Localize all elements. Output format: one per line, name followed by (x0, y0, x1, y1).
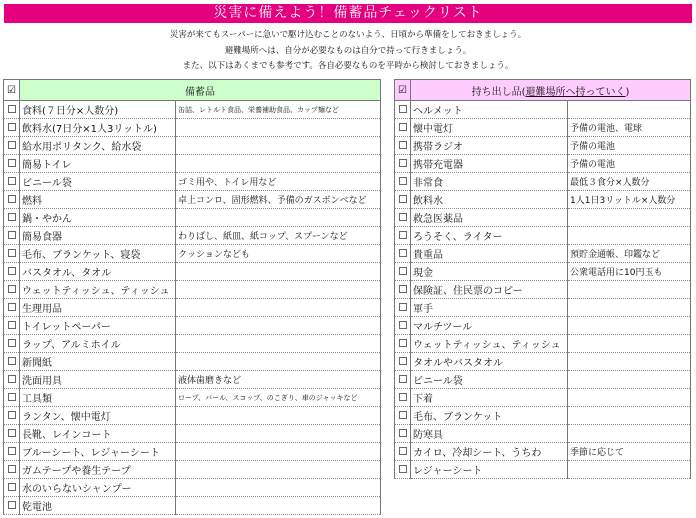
checkbox[interactable] (8, 213, 16, 221)
checkbox-cell (395, 335, 411, 353)
table-row (4, 263, 381, 281)
item-name: トイレットペーパー (20, 317, 176, 335)
item-note (176, 479, 381, 497)
checkbox[interactable] (399, 231, 407, 239)
item-note: 缶詰、レトルト食品、栄養補助食品、カップ麺など (176, 101, 381, 119)
table-row (395, 263, 691, 281)
checkbox[interactable] (8, 285, 16, 293)
item-name: 救急医薬品 (411, 209, 568, 227)
checkbox[interactable] (399, 267, 407, 275)
checkbox[interactable] (399, 141, 407, 149)
item-note (176, 209, 381, 227)
item-note (176, 137, 381, 155)
stockpile-list (4, 101, 381, 515)
table-row (4, 389, 381, 407)
item-name: ビニール袋 (20, 173, 176, 191)
item-note (176, 353, 381, 371)
item-name: 携帯充電器 (411, 155, 568, 173)
item-note: 液体歯磨きなど (176, 371, 381, 389)
checkbox[interactable] (8, 267, 16, 275)
stockpile-table (3, 79, 381, 515)
table-row (395, 353, 691, 371)
table-row (4, 461, 381, 479)
carryout-list (395, 101, 691, 479)
checkbox[interactable] (399, 465, 407, 473)
item-note (568, 335, 691, 353)
checkbox-cell (395, 407, 411, 425)
item-note (176, 407, 381, 425)
check-column-header: ☑ (395, 80, 411, 101)
item-note: ゴミ用や、トイレ用など (176, 173, 381, 191)
checkbox-cell (4, 119, 20, 137)
item-note: 1人1日3リットル×人数分 (568, 191, 691, 209)
checkbox[interactable] (8, 483, 16, 491)
carryout-header (411, 80, 691, 101)
checkbox[interactable] (8, 447, 16, 455)
item-name: 貴重品 (411, 245, 568, 263)
checkbox[interactable] (8, 429, 16, 437)
item-name: 洗面用具 (20, 371, 176, 389)
checkbox[interactable] (399, 411, 407, 419)
checkbox-cell (4, 479, 20, 497)
checkbox[interactable] (399, 339, 407, 347)
item-name: ウェットティッシュ、ティッシュ (20, 281, 176, 299)
checkbox[interactable] (399, 447, 407, 455)
item-name: マルチツール (411, 317, 568, 335)
table-row (395, 299, 691, 317)
item-note (568, 389, 691, 407)
checkbox-cell (395, 245, 411, 263)
item-name: 飲料水(7日分×1人3リットル) (20, 119, 176, 137)
item-name: ビニール袋 (411, 371, 568, 389)
checkbox[interactable] (399, 429, 407, 437)
checkbox-cell (4, 155, 20, 173)
checkbox[interactable] (399, 249, 407, 257)
stockpile-header: 備蓄品 (20, 80, 381, 101)
carryout-table (394, 79, 691, 479)
table-row (4, 443, 381, 461)
checkbox[interactable] (399, 123, 407, 131)
item-note: 最低３食分×人数分 (568, 173, 691, 191)
checkbox[interactable] (8, 375, 16, 383)
checkbox[interactable] (8, 141, 16, 149)
item-name: ブルーシート、レジャーシート (20, 443, 176, 461)
item-name: 軍手 (411, 299, 568, 317)
intro-line: また、以下はあくまでも参考です。各自必要なものを平時から検討しておきましょう。 (182, 61, 514, 71)
checkbox-cell (395, 263, 411, 281)
item-name: 食料(７日分×人数分) (20, 101, 176, 119)
checkbox[interactable] (8, 249, 16, 257)
item-note (568, 317, 691, 335)
table-row (395, 101, 691, 119)
checkbox-cell (395, 281, 411, 299)
table-row (395, 281, 691, 299)
item-note: 公衆電話用に10円玉も (568, 263, 691, 281)
checkbox[interactable] (399, 177, 407, 185)
item-note: 予備の電池、電球 (568, 119, 691, 137)
checkbox[interactable] (8, 195, 16, 203)
checkbox-cell (395, 227, 411, 245)
item-name: 非常食 (411, 173, 568, 191)
table-row (4, 245, 381, 263)
checkbox-cell (395, 389, 411, 407)
checkbox[interactable] (8, 105, 16, 113)
checkbox[interactable] (399, 321, 407, 329)
item-name: 簡易トイレ (20, 155, 176, 173)
item-name: 現金 (411, 263, 568, 281)
table-row (4, 119, 381, 137)
table-row (4, 497, 381, 515)
checkbox-cell (4, 407, 20, 425)
item-note: 預貯金通帳、印鑑など (568, 245, 691, 263)
table-row (4, 191, 381, 209)
checkbox-cell (4, 461, 20, 479)
checkbox-cell (4, 425, 20, 443)
item-name: レジャーシート (411, 461, 568, 479)
checkbox[interactable] (399, 159, 407, 167)
item-name: カイロ、冷却シート、うちわ (411, 443, 568, 461)
page-title: 災害に備えよう！備蓄品チェックリスト (4, 4, 692, 23)
item-note (568, 461, 691, 479)
checkbox-cell (395, 425, 411, 443)
table-row (4, 173, 381, 191)
item-note (176, 119, 381, 137)
table-row (4, 479, 381, 497)
checkbox-cell (4, 191, 20, 209)
checkbox-cell (395, 173, 411, 191)
item-note: 卓上コンロ、固形燃料、予備のガスボンベなど (176, 191, 381, 209)
checkbox-cell (395, 371, 411, 389)
table-row (395, 425, 691, 443)
intro-line: 避難場所へは、自分が必要なものは自分で持って行きましょう。 (224, 45, 472, 56)
table-row (4, 353, 381, 371)
item-name: 生理用品 (20, 299, 176, 317)
checkbox-cell (4, 137, 20, 155)
table-row (4, 209, 381, 227)
table-row (4, 281, 381, 299)
checkbox-cell (395, 443, 411, 461)
item-note (176, 461, 381, 479)
item-name: 下着 (411, 389, 568, 407)
table-row (4, 227, 381, 245)
item-note (568, 281, 691, 299)
table-row (395, 245, 691, 263)
table-row (4, 299, 381, 317)
carryout-header-link[interactable]: 避難場所へ持っていく (525, 86, 626, 98)
checkbox-cell (4, 317, 20, 335)
checkbox-cell (4, 497, 20, 515)
item-name: タオルやバスタオル (411, 353, 568, 371)
item-name: 携帯ラジオ (411, 137, 568, 155)
item-name: 新聞紙 (20, 353, 176, 371)
item-note (176, 155, 381, 173)
checkbox[interactable] (8, 321, 16, 329)
item-name: 毛布、ブランケット、寝袋 (20, 245, 176, 263)
checkbox[interactable] (8, 357, 16, 365)
item-note: クッションなども (176, 245, 381, 263)
item-name: 水のいらないシャンプー (20, 479, 176, 497)
table-row (395, 407, 691, 425)
item-note: 季節に応じて (568, 443, 691, 461)
table-row (4, 101, 381, 119)
item-note (176, 263, 381, 281)
checkbox[interactable] (8, 501, 16, 509)
item-note (568, 353, 691, 371)
table-row (395, 137, 691, 155)
item-name: 鍋・やかん (20, 209, 176, 227)
item-name: ろうそく、ライター (411, 227, 568, 245)
table-row (395, 461, 691, 479)
checkbox[interactable] (399, 285, 407, 293)
item-name: 給水用ポリタンク、給水袋 (20, 137, 176, 155)
item-name: 燃料 (20, 191, 176, 209)
checkbox-cell (395, 353, 411, 371)
checkbox[interactable] (8, 177, 16, 185)
item-note (176, 335, 381, 353)
checkbox-cell (395, 137, 411, 155)
table-row (395, 227, 691, 245)
carryout-header-prefix: 持ち出し品( (471, 86, 526, 98)
table-row (4, 155, 381, 173)
table-row (4, 137, 381, 155)
table-row (395, 335, 691, 353)
table-row (395, 443, 691, 461)
carryout-header-suffix: ) (625, 86, 630, 98)
checkbox[interactable] (8, 411, 16, 419)
item-note (568, 101, 691, 119)
checkbox[interactable] (8, 339, 16, 347)
checkbox-cell (4, 443, 20, 461)
table-row (395, 191, 691, 209)
checkbox-cell (4, 371, 20, 389)
checkbox[interactable] (399, 195, 407, 203)
checkbox-cell (4, 173, 20, 191)
checkbox-cell (4, 389, 20, 407)
checkbox[interactable] (399, 303, 407, 311)
checkbox-cell (395, 209, 411, 227)
item-note (176, 281, 381, 299)
item-name: ウェットティッシュ、ティッシュ (411, 335, 568, 353)
checkbox-cell (4, 353, 20, 371)
checkbox-cell (4, 209, 20, 227)
item-name: 簡易食器 (20, 227, 176, 245)
item-note (176, 299, 381, 317)
checkbox-cell (4, 299, 20, 317)
checkbox-cell (4, 101, 20, 119)
item-note (176, 317, 381, 335)
checkbox[interactable] (399, 213, 407, 221)
item-note (568, 407, 691, 425)
table-row (4, 317, 381, 335)
item-name: ガムテープや養生テープ (20, 461, 176, 479)
item-name: 長靴、レインコート (20, 425, 176, 443)
item-name: バスタオル、タオル (20, 263, 176, 281)
checkbox-cell (4, 245, 20, 263)
checkbox[interactable] (399, 105, 407, 113)
item-name: 毛布、ブランケット (411, 407, 568, 425)
item-name: 防寒具 (411, 425, 568, 443)
checkbox-cell (4, 281, 20, 299)
table-row (4, 371, 381, 389)
table-row (4, 407, 381, 425)
checkbox-cell (4, 263, 20, 281)
table-row (4, 425, 381, 443)
checkbox-cell (395, 299, 411, 317)
checkbox[interactable] (8, 393, 16, 401)
checkbox[interactable] (399, 375, 407, 383)
item-name: 飲料水 (411, 191, 568, 209)
checkbox[interactable] (8, 465, 16, 473)
item-note (568, 425, 691, 443)
table-row (395, 371, 691, 389)
item-name: 保険証、住民票のコピー (411, 281, 568, 299)
checkbox-cell (395, 191, 411, 209)
item-name: ランタン、懐中電灯 (20, 407, 176, 425)
table-row (4, 335, 381, 353)
checkbox-cell (4, 227, 20, 245)
table-row (395, 119, 691, 137)
checkbox[interactable] (399, 357, 407, 365)
checkbox-cell (395, 461, 411, 479)
item-note: ロープ、バール、スコップ、のこぎり、車のジャッキなど (176, 389, 381, 407)
item-name: ヘルメット (411, 101, 568, 119)
item-name: 乾電池 (20, 497, 176, 515)
item-note: わりばし、紙皿、紙コップ、スプーンなど (176, 227, 381, 245)
item-note (568, 299, 691, 317)
intro-line: 災害が来てもスーパーに急いで駆け込むことのないよう、日頃から準備をしておきましょう。 (169, 30, 527, 40)
checkbox-cell (395, 119, 411, 137)
item-note: 予備の電池 (568, 155, 691, 173)
table-row (395, 209, 691, 227)
intro-text (0, 28, 696, 75)
check-column-header: ☑ (4, 80, 20, 101)
item-name: ラップ、アルミホイル (20, 335, 176, 353)
checkbox-cell (395, 317, 411, 335)
table-row (395, 173, 691, 191)
checkbox-cell (395, 101, 411, 119)
checkbox-cell (4, 335, 20, 353)
item-note (568, 209, 691, 227)
checkbox[interactable] (8, 123, 16, 131)
checkbox[interactable] (8, 159, 16, 167)
checkbox[interactable] (8, 231, 16, 239)
item-note: 予備の電池 (568, 137, 691, 155)
checkbox-cell (395, 155, 411, 173)
table-row (395, 389, 691, 407)
item-note (568, 227, 691, 245)
item-note (176, 443, 381, 461)
table-row (395, 317, 691, 335)
item-name: 工具類 (20, 389, 176, 407)
checkbox[interactable] (8, 303, 16, 311)
checkbox[interactable] (399, 393, 407, 401)
item-name: 懐中電灯 (411, 119, 568, 137)
item-note (176, 425, 381, 443)
item-note (176, 497, 381, 515)
table-row (395, 155, 691, 173)
item-note (568, 371, 691, 389)
